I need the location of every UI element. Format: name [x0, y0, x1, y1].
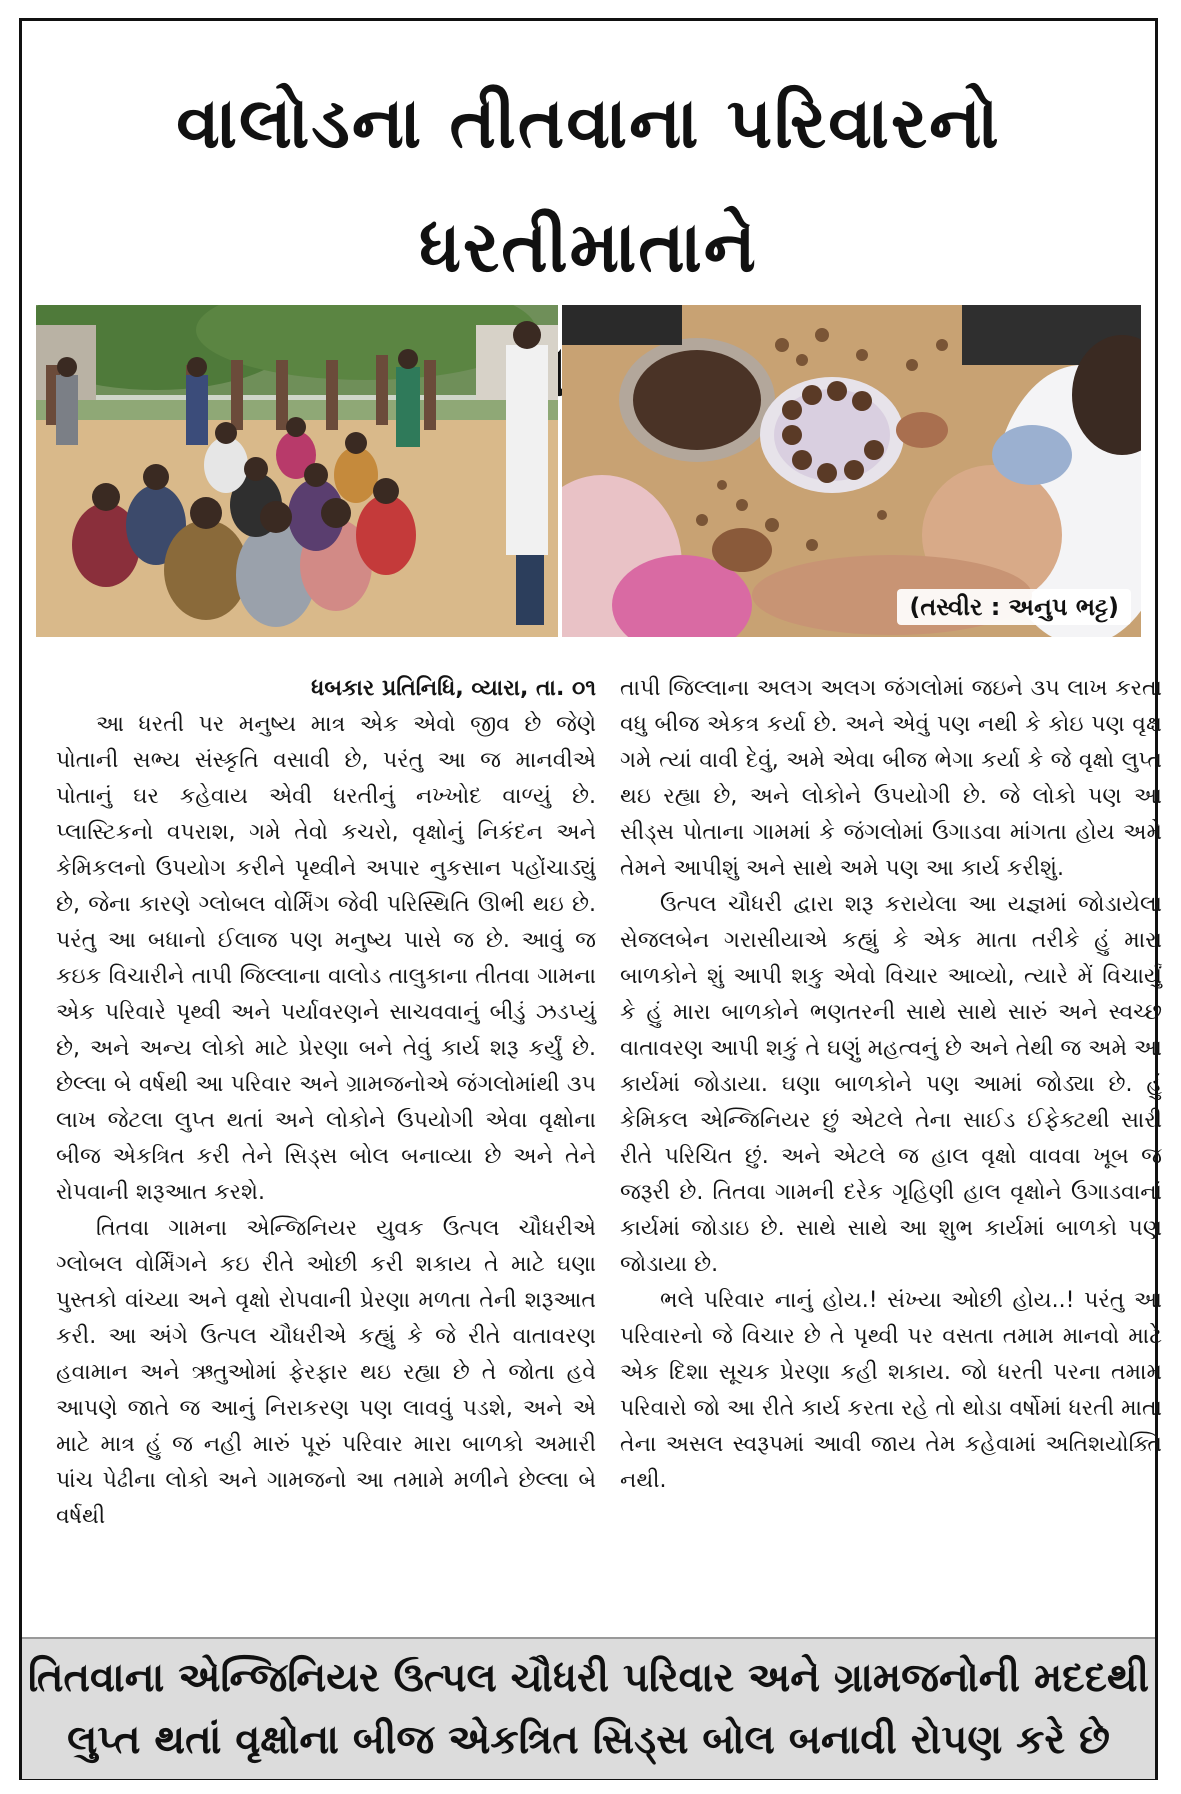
- right-paragraph-2: ઉત્પલ ચૌધરી દ્વારા શરૂ કરાયેલા આ યજ્ઞમાં જોડાયેલા સેજલબેન ગરાસીયાએ કહ્યું કે એક માતા તરીકે હું મારા બાળકોને શું આપી શકુ એવો વિચાર આવ્યો, ત્યારે મેં વિચાર્યું કે હું મારા બાળકોને ભણતરની સાથે સાથે સારું અને સ્વચ્છ વાતાવરણ આપી શકું તે ઘણું મહત્વનું છે અને તેથી જ અમે આ કાર્યમાં જોડાયા. ઘણા બાળકોને પણ આમાં જોડ્યા છે. હું કેમિકલ એન્જિનિયર છું એટલે તેના સાઈડ ઈફેક્ટથી સારી રીતે પરિચિત છું. અને એટલે જ હાલ વૃક્ષો વાવવા ખૂબ જ જરૂરી છે. તિતવા ગામની દરેક ગૃહિણી હાલ વૃક્ષોને ઉગાડવાનાં કાર્યમાં જોડાઇ છે. સાથે સાથે આ શુભ કાર્યમાં બાળકો પણ જોડાયા છે.: [620, 892, 1162, 1277]
- left-paragraph-1: આ ધરતી પર મનુષ્ય માત્ર એક એવો જીવ છે જેણે પોતાની સભ્ય સંસ્કૃતિ વસાવી છે, પરંતુ આ જ માનવીએ પોતાનું ઘર કહેવાય એવી ધરતીનું નખ્ખોદ વાળ્યું છે. પ્લાસ્ટિકનો વપરાશ, ગમે તેવો કચરો, વૃક્ષોનું નિકંદન અને કેમિકલનો ઉપયોગ કરીને પૃથ્વીને અપાર નુકસાન પહોંચાડ્યું છે, જેના કારણે ગ્લોબલ વોર્મિંગ જેવી પરિસ્થિતિ ઊભી થઇ છે. પરંતુ આ બધાનો ઈલાજ પણ મનુષ્ય પાસે જ છે. આવું જ કઇક વિચારીને તાપી જિલ્લાના વાલોડ તાલુકાના તીતવા ગામના એક પરિવારે પૃથ્વી અને પર્યાવરણને સાચવવાનું બીડું ઝડપ્યું છે, અને અન્ય લોકો માટે પ્રેરણા બને તેવું કાર્ય શરૂ કર્યું છે. છેલ્લા બે વર્ષથી આ પરિવાર અને ગ્રામજનોએ જંગલોમાંથી ૩૫ લાખ જેટલા લુપ્ત થતાં અને લોકોને ઉપયોગી એવા વૃક્ષોના બીજ એકત્રિત કરી તેને સિડ્સ બોલ બનાવ્યા છે અને તેને રોપવાની શરૂઆત કરશે.: [56, 712, 596, 1205]
- subheadline-band: [22, 1637, 1155, 1779]
- article-frame: [19, 18, 1162, 1780]
- right-paragraph-3: ભલે પરિવાર નાનું હોય.! સંખ્યા ઓછી હોય..! પરંતુ આ પરિવારનો જે વિચાર છે તે પૃથ્વી પર વસતા તમામ માનવો માટે એક દિશા સૂચક પ્રેરણા કહી શકાય. જો ધરતી પરના તમામ પરિવારો જો આ રીતે કાર્ય કરતા રહે તો થોડા વર્ષોમાં ધરતી માતા તેના અસલ સ્વરૂપમાં આવી જાય તેમ કહેવામાં અતિશયોક્તિ નથી.: [620, 1288, 1162, 1493]
- photo-strip: [36, 305, 1141, 637]
- headline-line-1: વાલોડના તીતવાના પરિવારનો ધરતીમાતાને: [176, 82, 1001, 288]
- photo-group-gathering-image: [36, 305, 558, 637]
- photo-credit: (તસ્વીર : અનુપ ભટ્ટ): [897, 589, 1131, 625]
- photo-seed-balls-image: [562, 305, 1141, 637]
- subheadline: [22, 1639, 1155, 1771]
- dateline: ધબકાર પ્રતિનિધિ, વ્યારા, તા. ૦૧: [311, 676, 596, 701]
- photo-seed-balls: [562, 305, 1141, 637]
- article-column-right: [620, 671, 1162, 1499]
- subheadline-line-2: લુપ્ત થતાં વૃક્ષોના બીજ એકત્રિત સિડ્સ બોલ બનાવી રોપણ કરે છે: [67, 1717, 1110, 1763]
- left-paragraph-2: તિતવા ગામના એન્જિનિયર યુવક ઉત્પલ ચૌધરીએ ગ્લોબલ વોર્મિંગને કઇ રીતે ઓછી કરી શકાય તે માટે ઘણા પુસ્તકો વાંચ્યા અને વૃક્ષો રોપવાની પ્રેરણા મળતા તેની શરૂઆત કરી. આ અંગે ઉત્પલ ચૌધરીએ કહ્યું કે જે રીતે વાતાવરણ હવામાન અને ઋતુઓમાં ફેરફાર થઇ રહ્યા છે તે જોતા હવે આપણે જાતે જ આનું નિરાકરણ પણ લાવવું પડશે, અને એ માટે માત્ર હું જ નહી મારું પૂરું પરિવાર મારા બાળકો અમારી પાંચ પેઢીના લોકો અને ગામજનો આ તમામે મળીને છેલ્લા બે વર્ષથી: [56, 1216, 596, 1529]
- article-column-left: [56, 671, 596, 1535]
- right-paragraph-1: તાપી જિલ્લાના અલગ અલગ જંગલોમાં જઇને ૩૫ લાખ કરતા વધુ બીજ એકત્ર કર્યા છે. અને એવું પણ નથી કે કોઇ પણ વૃક્ષ ગમે ત્યાં વાવી દેવું, અમે એવા બીજ ભેગા કર્યા કે જે વૃક્ષો લુપ્ત થઇ રહ્યા છે, અને લોકોને ઉપયોગી છે. જે લોકો પણ આ સીડ્સ પોતાના ગામમાં કે જંગલોમાં ઉગાડવા માંગતા હોય અમે તેમને આપીશું અને સાથે અમે પણ આ કાર્ય કરીશું.: [620, 676, 1162, 881]
- subheadline-line-1: તિતવાના એન્જિનિયર ઉત્પલ ચૌધરી પરિવાર અને ગ્રામજનોની મદદથી: [27, 1655, 1150, 1701]
- photo-group-gathering: [36, 305, 558, 637]
